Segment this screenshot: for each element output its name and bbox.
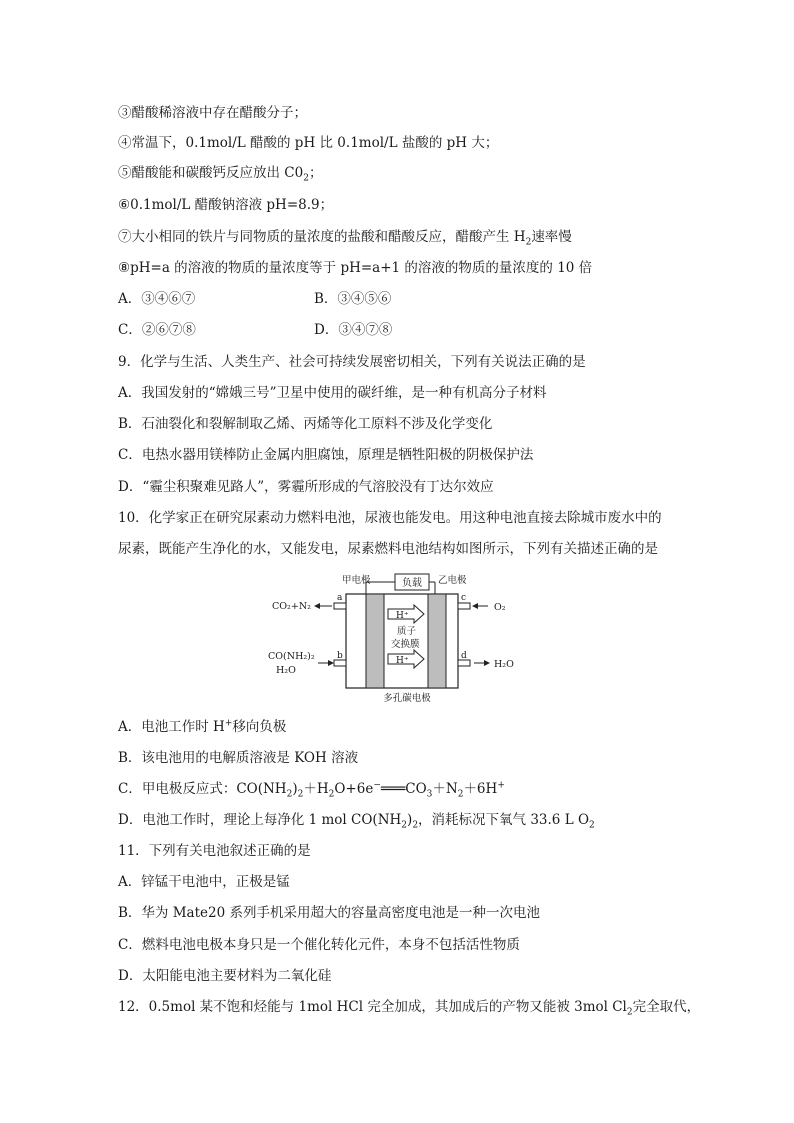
q10-option-b: B．该电池用的电解质溶液是 KOH 溶液 [118, 750, 359, 766]
text: ⑦大小相同的铁片与同物质的量浓度的盐酸和醋酸反应，醋酸产生 H [118, 229, 526, 245]
line-item-5 [118, 164, 322, 182]
text: ⑧pH=a 的溶液的物质的量浓度等于 pH=a+1 的溶液的物质的量浓度的 10 倍 [118, 260, 593, 276]
porous-carbon-label: 多孔碳电极 [383, 693, 431, 704]
arrowhead-out-a [314, 603, 320, 609]
q9-stem: 9．化学与生活、人类生产、社会可持续发展密切相关，下列有关说法正确的是 [118, 354, 586, 370]
text: 12．0.5mol 某不饱和烃能与 1mol HCl 完全加成，其加成后的产物又能被 3mol Cl [118, 999, 627, 1015]
line-item-4 [118, 134, 498, 152]
q10-option-c [118, 780, 505, 798]
text: D．电池工作时，理论上每净化 1 mol CO(NH [118, 812, 402, 828]
subscript: 2 [457, 789, 464, 800]
q9-option-a: A．我国发射的“嫦娥三号”卫星中使用的碳纤维，是一种有机高分子材料 [118, 385, 547, 401]
left-electrode-label: 甲电极 [342, 575, 371, 586]
q10-stem-line-1: 10．化学家正在研究尿素动力燃料电池，尿液也能发电。用这种电池直接去除城市废水中的 [118, 510, 662, 526]
left-porous-electrode [366, 594, 384, 688]
membrane-label-1: 质子 [397, 626, 417, 637]
q10-option-d [118, 811, 595, 829]
superscript: + [497, 780, 505, 791]
subscript: 2 [286, 789, 293, 800]
line-item-6 [118, 196, 333, 214]
text: C．甲电极反应式：CO(NH [118, 781, 287, 797]
load-label: 负载 [402, 578, 422, 589]
subscript: 2 [626, 1007, 633, 1018]
text: ⑤醋酸能和碳酸钙反应放出 C0 [118, 165, 304, 181]
superscript: + [224, 718, 233, 729]
in-b-label-2: H₂O [276, 665, 296, 676]
text: ) [292, 781, 298, 797]
text: ④常温下，0.1mol/L 醋酸的 pH 比 0.1mol/L 盐酸的 pH 大； [118, 135, 499, 151]
subscript: 2 [303, 173, 309, 184]
text: ＋6H [463, 781, 498, 797]
subscript: 2 [297, 789, 304, 800]
port-a-label: a [337, 593, 343, 603]
in-c-label: O₂ [494, 602, 506, 613]
subscript: 2 [589, 820, 595, 831]
q8-option-d: D．③④⑦⑧ [314, 322, 393, 338]
text: 速率慢 [531, 229, 572, 245]
q11-option-c: C．燃料电池电极本身只是一个催化转化元件，本身不包括活性物质 [118, 937, 520, 953]
text: ═══CO [380, 781, 427, 797]
text: ＋H [303, 781, 329, 797]
text: ； [308, 165, 323, 181]
text: ) [407, 812, 413, 828]
right-porous-electrode [428, 594, 446, 688]
port-c-pipe [458, 603, 470, 609]
superscript: − [373, 780, 381, 791]
subscript: 2 [328, 789, 335, 800]
q9-option-c: C．电热水器用镁棒防止金属内胆腐蚀，原理是牺牲阳极的阴极保护法 [118, 447, 534, 463]
line-item-3 [118, 104, 307, 122]
q9-option-d: D．“霾尘积聚难见路人”，雾霾所形成的气溶胶没有丁达尔效应 [118, 479, 494, 495]
arrowhead-in-b [328, 660, 334, 666]
subscript: 2 [401, 820, 408, 831]
out-d-label: H₂O [494, 659, 514, 670]
q10-option-a [118, 718, 286, 736]
text: 完全取代， [632, 999, 701, 1015]
q11-stem: 11．下列有关电池叙述正确的是 [118, 843, 311, 859]
subscript: 2 [412, 820, 419, 831]
subscript: 3 [426, 789, 433, 800]
q8-option-c: C．②⑥⑦⑧ [118, 322, 196, 338]
q11-option-a: A．锌锰干电池中，正极是锰 [118, 874, 290, 890]
proton-label-bottom: H⁺ [396, 656, 409, 666]
port-c-label: c [461, 593, 467, 603]
right-electrode-label: 乙电极 [438, 575, 467, 586]
out-a-label: CO₂+N₂ [272, 601, 311, 612]
line-item-8 [118, 259, 592, 277]
q11-option-d: D．太阳能电池主要材料为二氧化硅 [118, 968, 332, 984]
subscript: 2 [525, 237, 532, 248]
text: O+6e [334, 781, 374, 797]
arrowhead-out-d [484, 660, 490, 666]
text: ③醋酸稀溶液中存在醋酸分子； [118, 105, 307, 121]
fuel-cell-diagram [262, 570, 534, 704]
q8-option-a: A．③④⑥⑦ [118, 291, 196, 307]
text: ⑥0.1mol/L 醋酸钠溶液 pH=8.9； [118, 197, 334, 213]
text: ，消耗标况下氧气 33.6 L O [418, 812, 590, 828]
q11-option-b: B．华为 Mate20 系列手机采用超大的容量高密度电池是一种一次电池 [118, 905, 540, 921]
port-a-pipe [334, 603, 346, 609]
q12-stem [118, 998, 700, 1016]
membrane-label-2: 交换膜 [391, 639, 420, 650]
line-item-7 [118, 228, 572, 246]
arrowhead-in-c [472, 603, 478, 609]
text: ＋N [432, 781, 458, 797]
proton-label-top: H⁺ [396, 611, 409, 621]
text: A．电池工作时 H [118, 719, 225, 735]
text: 移向负极 [232, 719, 287, 735]
in-b-label-1: CO(NH₂)₂ [268, 651, 315, 662]
q9-option-b: B．石油裂化和裂解制取乙烯、丙烯等化工原料不涉及化学变化 [118, 416, 493, 432]
port-d-label: d [461, 651, 467, 661]
port-b-label: b [337, 651, 343, 661]
q10-stem-line-2: 尿素，既能产生净化的水，又能发电，尿素燃料电池结构如图所示，下列有关描述正确的是 [118, 541, 658, 557]
q8-option-b: B．③④⑤⑥ [314, 291, 392, 307]
